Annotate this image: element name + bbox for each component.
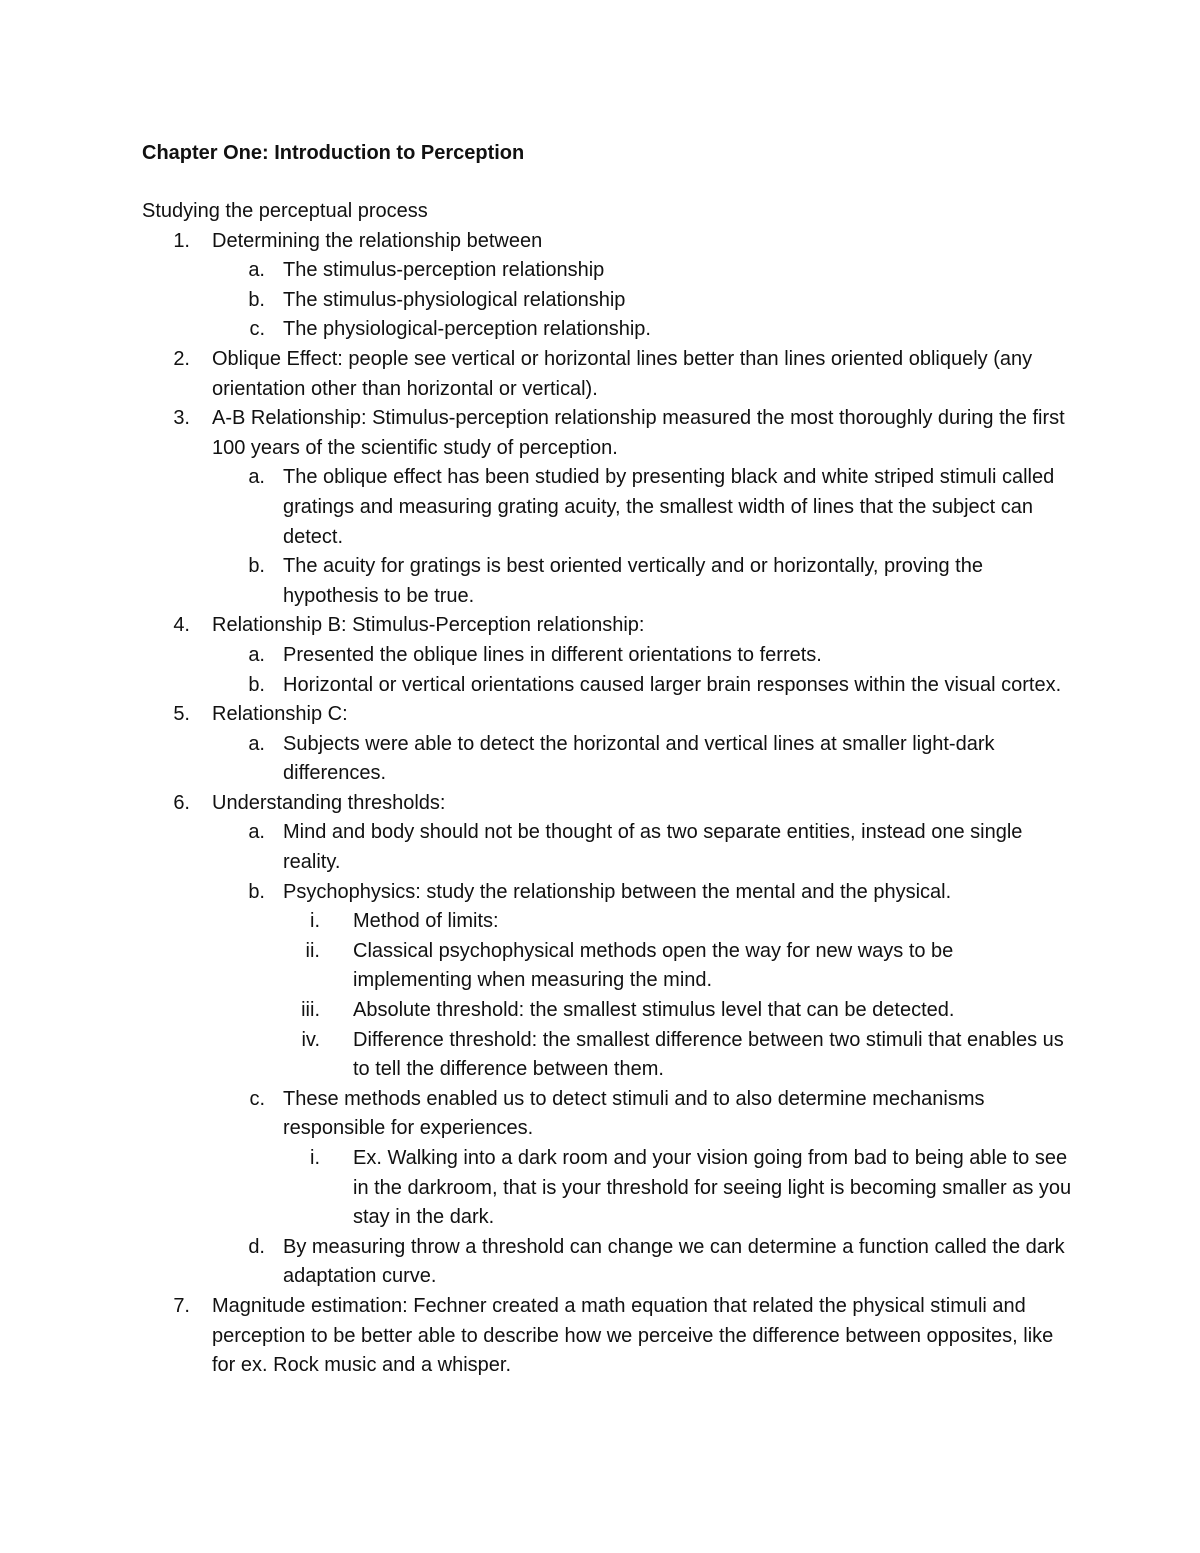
list-item-text: The oblique effect has been studied by presenting black and white striped stimuli called gratings and measuring grating acuity, the smallest width of lines that the subject can detect. bbox=[283, 466, 1055, 548]
document-body bbox=[142, 138, 1072, 1381]
list-item-text: Relationship C: bbox=[212, 703, 348, 726]
outline-item-level-3 bbox=[142, 1144, 1072, 1233]
list-marker: 7. bbox=[173, 1294, 190, 1317]
section-heading: Studying the perceptual process bbox=[142, 200, 428, 222]
list-item-text: Classical psychophysical methods open the way for new ways to be implementing when measuring the mind. bbox=[353, 939, 954, 992]
list-item-text: The physiological-perception relationship. bbox=[283, 318, 651, 341]
outline-item-level-1 bbox=[142, 700, 1072, 730]
list-marker: a. bbox=[248, 821, 265, 844]
list-marker: b. bbox=[248, 880, 265, 903]
outline-item-level-2 bbox=[142, 1085, 1072, 1144]
outline-item-level-2 bbox=[142, 671, 1072, 701]
list-item-text: A-B Relationship: Stimulus-perception relationship measured the most thoroughly during the first 100 years of the scientific study of perception. bbox=[212, 407, 1065, 459]
outline-item-level-1 bbox=[142, 1292, 1072, 1381]
outline-item-level-3 bbox=[142, 1026, 1072, 1085]
list-item-text: Absolute threshold: the smallest stimulus level that can be detected. bbox=[353, 999, 955, 1022]
list-marker: c. bbox=[249, 1087, 265, 1110]
list-marker: i. bbox=[310, 1147, 320, 1169]
outline-item-level-1 bbox=[142, 611, 1072, 641]
list-item-text: Relationship B: Stimulus-Perception relationship: bbox=[212, 614, 645, 637]
outline-item-level-3 bbox=[142, 907, 1072, 937]
list-item-text: Psychophysics: study the relationship between the mental and the physical. bbox=[283, 880, 952, 903]
outline-item-level-1 bbox=[142, 789, 1072, 819]
outline-item-level-2 bbox=[142, 552, 1072, 611]
list-marker: 4. bbox=[173, 614, 190, 637]
outline-list bbox=[142, 227, 1072, 1381]
outline-item-level-2 bbox=[142, 315, 1072, 345]
outline-item-level-1 bbox=[142, 404, 1072, 463]
list-item-text: Difference threshold: the smallest difference between two stimuli that enables us to tell the difference between them. bbox=[353, 1028, 1064, 1081]
outline-item-level-1 bbox=[142, 345, 1072, 404]
outline-item-level-1 bbox=[142, 227, 1072, 257]
list-marker: iii. bbox=[301, 999, 320, 1022]
outline-item-level-2 bbox=[142, 878, 1072, 908]
document-title: Chapter One: Introduction to Perception bbox=[142, 142, 525, 164]
list-marker: b. bbox=[248, 555, 265, 578]
list-marker: a. bbox=[248, 732, 265, 755]
list-marker: 6. bbox=[173, 791, 190, 814]
list-item-text: Method of limits: bbox=[353, 910, 499, 933]
list-marker: a. bbox=[248, 466, 265, 489]
list-marker: b. bbox=[248, 288, 265, 311]
list-marker: c. bbox=[249, 318, 265, 341]
outline-item-level-2 bbox=[142, 730, 1072, 789]
list-marker: i. bbox=[310, 910, 320, 933]
list-item-text: The acuity for gratings is best oriented vertically and or horizontally, proving the hypothesis to be true. bbox=[283, 555, 983, 607]
list-marker: iv. bbox=[301, 1028, 320, 1051]
outline-item-level-2 bbox=[142, 256, 1072, 286]
outline-item-level-2 bbox=[142, 1233, 1072, 1292]
list-item-text: Mind and body should not be thought of as two separate entities, instead one single reality. bbox=[283, 821, 1023, 874]
list-marker: 2. bbox=[173, 347, 190, 370]
outline-item-level-3 bbox=[142, 996, 1072, 1026]
list-marker: 3. bbox=[173, 407, 190, 430]
list-item-text: Determining the relationship between bbox=[212, 229, 543, 252]
list-marker: b. bbox=[248, 673, 265, 696]
list-marker: a. bbox=[248, 259, 265, 282]
outline-item-level-2 bbox=[142, 641, 1072, 671]
list-marker: ii. bbox=[305, 939, 320, 962]
list-marker: 1. bbox=[173, 229, 190, 252]
list-marker: 5. bbox=[173, 703, 190, 726]
list-item-text: Horizontal or vertical orientations caused larger brain responses within the visual cortex. bbox=[283, 673, 1062, 696]
list-item-text: Magnitude estimation: Fechner created a math equation that related the physical stimuli and perception to be better able to describe how we perceive the difference between opposites, like for ex. Rock music and a whisper. bbox=[212, 1294, 1054, 1377]
list-item-text: By measuring throw a threshold can change we can determine a function called the dark adaptation curve. bbox=[283, 1235, 1065, 1288]
list-item-text: The stimulus-physiological relationship bbox=[283, 288, 626, 311]
list-item-text: Ex. Walking into a dark room and your vision going from bad to being able to see in the darkroom, that is your threshold for seeing light is becoming smaller as you stay in the dark. bbox=[353, 1147, 1072, 1229]
list-marker: a. bbox=[248, 643, 265, 666]
outline-item-level-2 bbox=[142, 463, 1072, 552]
list-marker: d. bbox=[248, 1235, 265, 1258]
list-item-text: The stimulus-perception relationship bbox=[283, 259, 605, 282]
list-item-text: These methods enabled us to detect stimuli and to also determine mechanisms responsible for experiences. bbox=[283, 1087, 985, 1140]
outline-item-level-2 bbox=[142, 818, 1072, 877]
list-item-text: Presented the oblique lines in different orientations to ferrets. bbox=[283, 643, 822, 666]
list-item-text: Subjects were able to detect the horizontal and vertical lines at smaller light-dark differences. bbox=[283, 732, 995, 785]
outline-item-level-3 bbox=[142, 937, 1072, 996]
outline-item-level-2 bbox=[142, 286, 1072, 316]
list-item-text: Understanding thresholds: bbox=[212, 791, 446, 814]
list-item-text: Oblique Effect: people see vertical or horizontal lines better than lines oriented obliquely (any orientation other than horizontal or vertical). bbox=[212, 347, 1033, 400]
